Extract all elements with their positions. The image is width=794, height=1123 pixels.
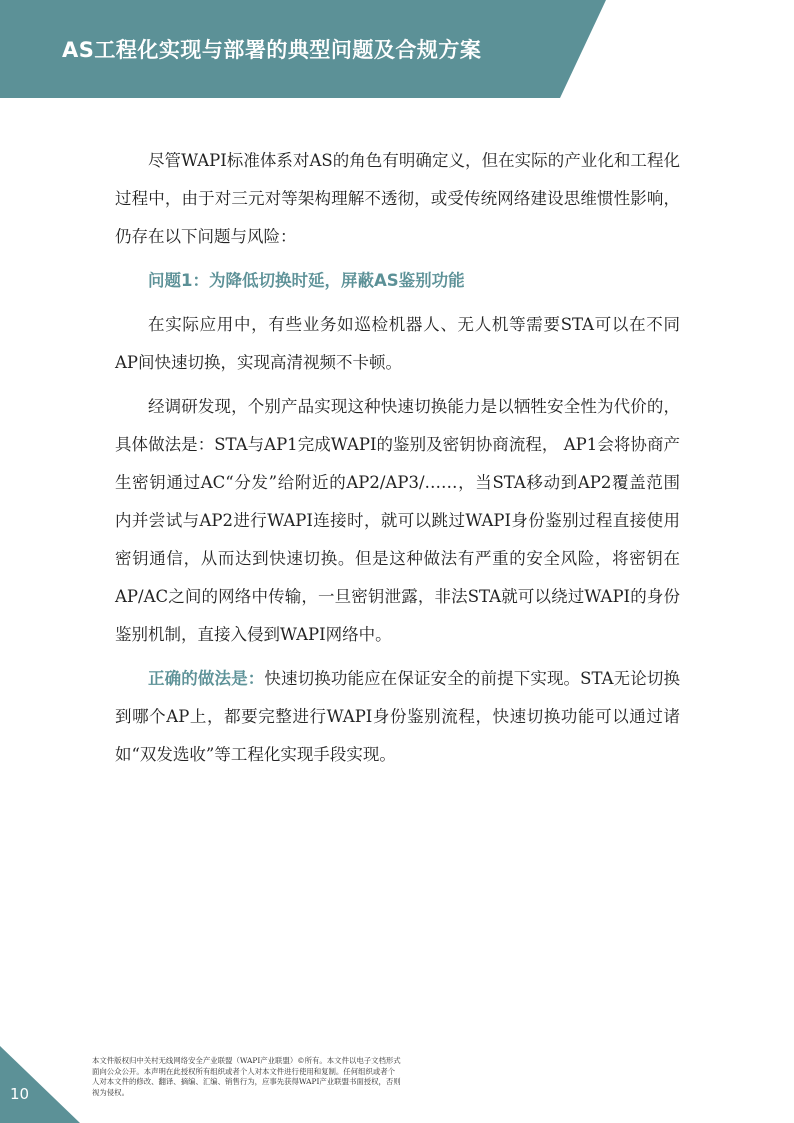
page-number: 10 [10,1085,30,1103]
paragraph-application: 在实际应用中，有些业务如巡检机器人、无人机等需要STA可以在不同AP间快速切换，实现高清视频不卡顿。 [115,315,680,372]
page-header-title: AS工程化实现与部署的典型问题及合规方案 [62,38,482,62]
main-content [115,142,680,780]
intro-paragraph: 尽管WAPI标准体系对AS的角色有明确定义，但在实际的产业化和工程化过程中，由于对三元对等架构理解不透彻，或受传统网络建设思维惯性影响，仍存在以下问题与风险： [115,151,680,246]
paragraph-research: 经调研发现，个别产品实现这种快速切换能力是以牺牲安全性为代价的，具体做法是：STA与AP1完成WAPI的鉴别及密钥协商流程， AP1会将协商产生密钥通过AC“分发”给附近的AP2/AP3/……，当STA移动到AP2覆盖范围内并尝试与AP2进行WAPI连接时，就可以跳过WAPI身份鉴别过程直接使用密钥通信，从而达到快速切换。但是这种做法有严重的安全风险，将密钥在AP/AC之间的网络中传输，一旦密钥泄露，非法STA就可以绕过WAPI的身份鉴别机制，直接入侵到WAPI网络中。 [115,397,680,644]
correct-practice-label: 正确的做法是： [148,669,265,688]
correct-practice-text: 快速切换功能应在保证安全的前提下实现。STA无论切换到哪个AP上，都要完整进行WAPI身份鉴别流程，快速切换功能可以通过诸如“双发选收”等工程化实现手段实现。 [115,669,680,764]
issue-heading: 问题1：为降低切换时延，屏蔽AS鉴别功能 [148,271,465,290]
paragraph-correct-practice [115,660,680,774]
copyright-notice: 本文件版权归中关村无线网络安全产业联盟（WAPI产业联盟）©所有。本文件以电子文档形式面向公众公开。本声明在此授权所有组织或者个人对本文件进行使用和复制。任何组织或者个人对本文件的修改、翻译、摘编、汇编、销售行为，应事先获得WAPI产业联盟书面授权，否则视为侵权。 [92,1056,401,1097]
